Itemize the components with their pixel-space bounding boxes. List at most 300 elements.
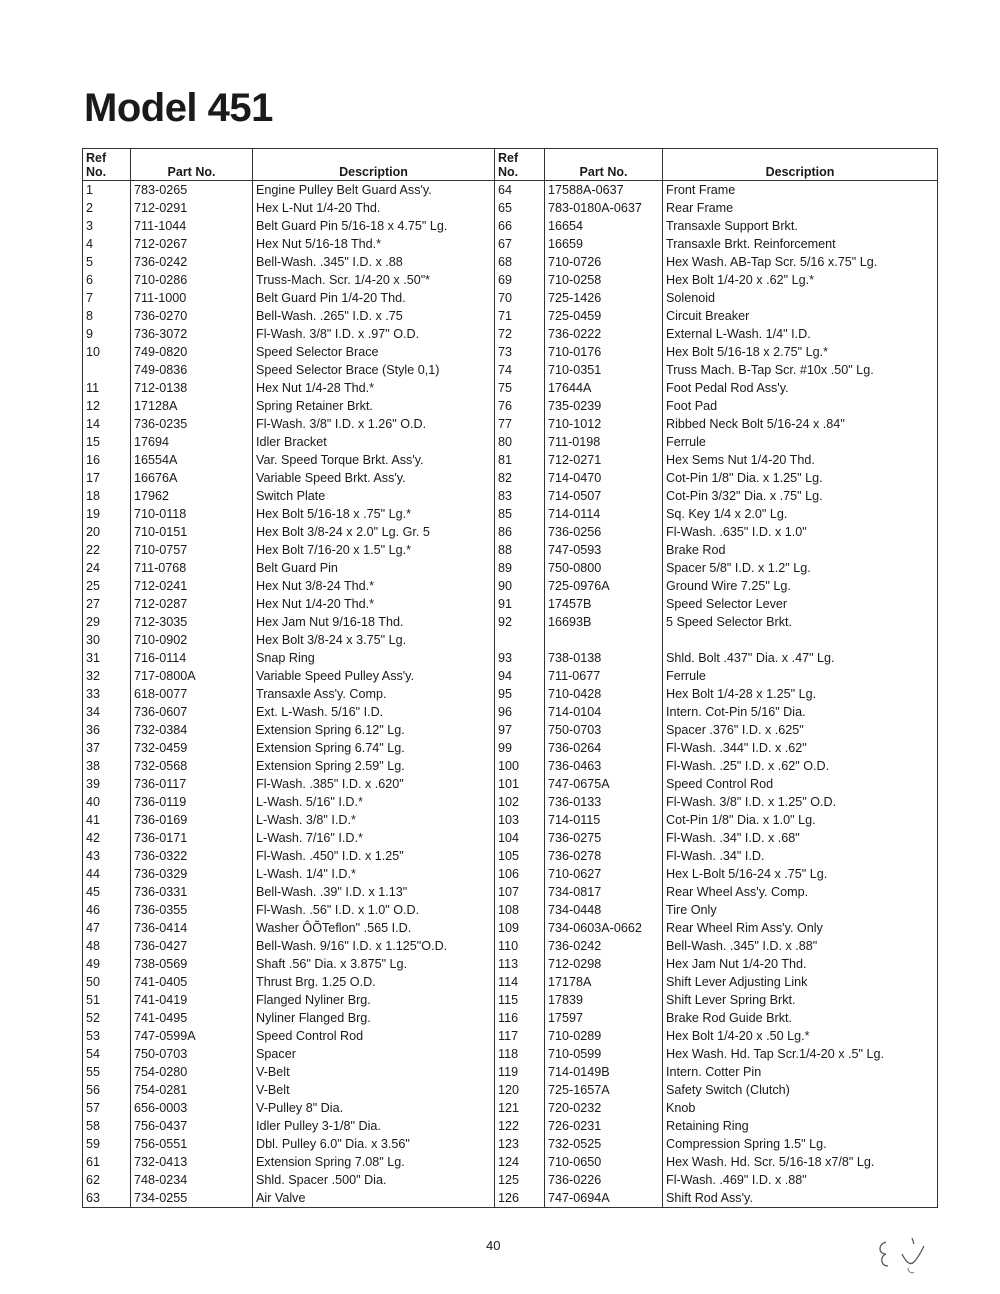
description-cell: L-Wash. 7/16" I.D.* [253,829,495,847]
part-no-cell [545,631,663,649]
description-cell: Fl-Wash. .385" I.D. x .620" [253,775,495,793]
ref-no-cell: 93 [495,649,545,667]
ref-no-cell: 74 [495,361,545,379]
part-no-cell: 711-0768 [131,559,253,577]
part-no-cell: 750-0703 [545,721,663,739]
part-no-cell: 712-0298 [545,955,663,973]
ref-no-cell: 1 [83,181,131,200]
part-no-cell: 712-0287 [131,595,253,613]
description-cell: Fl-Wash. 3/8" I.D. x 1.26" O.D. [253,415,495,433]
description-cell: Hex Wash. Hd. Scr. 5/16-18 x7/8" Lg. [663,1153,938,1171]
description-cell: Fl-Wash. .450" I.D. x 1.25" [253,847,495,865]
description-cell: Knob [663,1099,938,1117]
table-row [83,595,938,613]
part-no-cell: 732-0568 [131,757,253,775]
part-no-cell: 725-1657A [545,1081,663,1099]
part-no-cell: 717-0800A [131,667,253,685]
ref-no-cell: 8 [83,307,131,325]
part-no-cell: 710-0902 [131,631,253,649]
ref-no-cell [495,631,545,649]
description-cell: Sq. Key 1/4 x 2.0" Lg. [663,505,938,523]
ref-no-cell: 103 [495,811,545,829]
header-description-left: Description [253,149,495,181]
ref-no-cell: 57 [83,1099,131,1117]
description-cell: V-Belt [253,1063,495,1081]
ref-no-cell: 118 [495,1045,545,1063]
part-no-cell: 732-0525 [545,1135,663,1153]
description-cell: Circuit Breaker [663,307,938,325]
description-cell: Speed Selector Lever [663,595,938,613]
description-cell: Var. Speed Torque Brkt. Ass'y. [253,451,495,469]
description-cell: Shld. Bolt .437" Dia. x .47" Lg. [663,649,938,667]
part-no-cell: 712-0291 [131,199,253,217]
part-no-cell: 738-0138 [545,649,663,667]
part-no-cell: 710-1012 [545,415,663,433]
description-cell: Idler Bracket [253,433,495,451]
table-row [83,649,938,667]
part-no-cell: 736-0607 [131,703,253,721]
description-cell: Foot Pad [663,397,938,415]
part-no-cell: 734-0255 [131,1189,253,1208]
table-row [83,577,938,595]
part-no-cell: 710-0151 [131,523,253,541]
part-no-cell: 720-0232 [545,1099,663,1117]
part-no-cell: 17588A-0637 [545,181,663,200]
description-cell: Thrust Brg. 1.25 O.D. [253,973,495,991]
ref-no-cell: 81 [495,451,545,469]
table-row [83,235,938,253]
ref-no-cell: 82 [495,469,545,487]
part-no-cell: 736-0171 [131,829,253,847]
table-row [83,307,938,325]
description-cell: Shld. Spacer .500" Dia. [253,1171,495,1189]
ref-no-cell: 66 [495,217,545,235]
ref-no-cell: 86 [495,523,545,541]
ref-no-cell: 100 [495,757,545,775]
table-row [83,847,938,865]
part-no-cell: 712-0271 [545,451,663,469]
ref-no-cell: 4 [83,235,131,253]
part-no-cell: 736-0463 [545,757,663,775]
description-cell: Shift Lever Adjusting Link [663,973,938,991]
ref-no-cell: 95 [495,685,545,703]
ref-no-cell: 92 [495,613,545,631]
ref-no-cell: 40 [83,793,131,811]
table-row [83,397,938,415]
part-no-cell: 754-0280 [131,1063,253,1081]
table-row [83,919,938,937]
description-cell: Fl-Wash. .25" I.D. x .62" O.D. [663,757,938,775]
description-cell: L-Wash. 1/4" I.D.* [253,865,495,883]
part-no-cell: 725-0459 [545,307,663,325]
table-row [83,667,938,685]
part-no-cell: 749-0836 [131,361,253,379]
ref-no-cell [83,361,131,379]
part-no-cell: 16659 [545,235,663,253]
part-no-cell: 726-0231 [545,1117,663,1135]
table-row [83,361,938,379]
table-row [83,973,938,991]
description-cell: Idler Pulley 3-1/8" Dia. [253,1117,495,1135]
header-description-right: Description [663,149,938,181]
ref-no-cell: 3 [83,217,131,235]
ref-no-cell: 106 [495,865,545,883]
part-no-cell: 749-0820 [131,343,253,361]
description-cell: Ext. L-Wash. 5/16" I.D. [253,703,495,721]
description-cell: Shift Lever Spring Brkt. [663,991,938,1009]
description-cell: Variable Speed Pulley Ass'y. [253,667,495,685]
ref-no-cell: 110 [495,937,545,955]
description-cell: Hex Bolt 1/4-20 x .62" Lg.* [663,271,938,289]
ref-no-cell: 88 [495,541,545,559]
description-cell: Speed Selector Brace (Style 0,1) [253,361,495,379]
ref-no-cell: 52 [83,1009,131,1027]
description-cell: Hex Bolt 3/8-24 x 3.75" Lg. [253,631,495,649]
part-no-cell: 17128A [131,397,253,415]
ref-no-cell: 89 [495,559,545,577]
description-cell: Ferrule [663,433,938,451]
ref-no-cell: 18 [83,487,131,505]
part-no-cell: 741-0405 [131,973,253,991]
ref-no-cell: 53 [83,1027,131,1045]
handwritten-initials-mark [872,1232,936,1276]
description-cell: Snap Ring [253,649,495,667]
description-cell: Truss Mach. B-Tap Scr. #10x .50" Lg. [663,361,938,379]
description-cell: Hex Sems Nut 1/4-20 Thd. [663,451,938,469]
ref-no-cell: 42 [83,829,131,847]
part-no-cell: 736-0226 [545,1171,663,1189]
ref-no-cell: 96 [495,703,545,721]
ref-no-cell: 29 [83,613,131,631]
part-no-cell: 710-0650 [545,1153,663,1171]
ref-no-cell: 124 [495,1153,545,1171]
ref-no-cell: 115 [495,991,545,1009]
part-no-cell: 714-0149B [545,1063,663,1081]
ref-no-cell: 24 [83,559,131,577]
table-row [83,487,938,505]
part-no-cell: 711-0677 [545,667,663,685]
table-row [83,865,938,883]
description-cell: V-Belt [253,1081,495,1099]
part-no-cell: 736-0235 [131,415,253,433]
description-cell: Extension Spring 2.59" Lg. [253,757,495,775]
part-no-cell: 618-0077 [131,685,253,703]
description-cell: Fl-Wash. .469" I.D. x .88" [663,1171,938,1189]
table-row [83,685,938,703]
ref-no-cell: 55 [83,1063,131,1081]
ref-no-cell: 27 [83,595,131,613]
part-no-cell: 736-0117 [131,775,253,793]
description-cell: Belt Guard Pin 5/16-18 x 4.75" Lg. [253,217,495,235]
ref-no-cell: 70 [495,289,545,307]
ref-no-cell: 44 [83,865,131,883]
description-cell: Transaxle Brkt. Reinforcement [663,235,938,253]
part-no-cell: 747-0694A [545,1189,663,1208]
header-ref-no-right [495,149,545,181]
ref-no-cell: 125 [495,1171,545,1189]
part-no-cell: 16693B [545,613,663,631]
parts-table [82,148,938,1208]
table-row [83,379,938,397]
ref-no-cell: 119 [495,1063,545,1081]
part-no-cell: 711-0198 [545,433,663,451]
description-cell: Bell-Wash. 9/16" I.D. x 1.125"O.D. [253,937,495,955]
header-part-no-left: Part No. [131,149,253,181]
table-row [83,901,938,919]
table-row [83,991,938,1009]
ref-no-cell: 61 [83,1153,131,1171]
ref-no-cell: 105 [495,847,545,865]
part-no-cell: 736-0322 [131,847,253,865]
part-no-cell: 17839 [545,991,663,1009]
part-no-cell: 710-0258 [545,271,663,289]
table-header-row [83,149,938,181]
ref-no-cell: 2 [83,199,131,217]
ref-no-cell: 73 [495,343,545,361]
part-no-cell: 714-0114 [545,505,663,523]
description-cell: Bell-Wash. .265" I.D. x .75 [253,307,495,325]
table-row [83,271,938,289]
table-row [83,937,938,955]
description-cell: Rear Wheel Ass'y. Comp. [663,883,938,901]
description-cell: Speed Control Rod [663,775,938,793]
part-no-cell: 732-0384 [131,721,253,739]
part-no-cell: 732-0413 [131,1153,253,1171]
ref-no-cell: 71 [495,307,545,325]
description-cell: V-Pulley 8" Dia. [253,1099,495,1117]
table-row [83,1081,938,1099]
part-no-cell: 712-3035 [131,613,253,631]
ref-no-cell: 54 [83,1045,131,1063]
description-cell: Speed Selector Brace [253,343,495,361]
part-no-cell: 711-1000 [131,289,253,307]
table-row [83,217,938,235]
ref-no-cell: 16 [83,451,131,469]
table-row [83,1099,938,1117]
description-cell: Spacer .376" I.D. x .625" [663,721,938,739]
ref-no-cell: 114 [495,973,545,991]
description-cell: Truss-Mach. Scr. 1/4-20 x .50"* [253,271,495,289]
table-row [83,1027,938,1045]
ref-no-cell: 102 [495,793,545,811]
description-cell: Speed Control Rod [253,1027,495,1045]
description-cell: Cot-Pin 1/8" Dia. x 1.0" Lg. [663,811,938,829]
ref-no-cell: 22 [83,541,131,559]
header-ref-no-left [83,149,131,181]
ref-no-cell: 34 [83,703,131,721]
ref-no-cell: 97 [495,721,545,739]
ref-no-cell: 99 [495,739,545,757]
description-cell [663,631,938,649]
part-no-cell: 734-0817 [545,883,663,901]
part-no-cell: 710-0726 [545,253,663,271]
description-cell: Fl-Wash. 3/8" I.D. x .97" O.D. [253,325,495,343]
ref-no-cell: 83 [495,487,545,505]
part-no-cell: 734-0448 [545,901,663,919]
ref-no-cell: 49 [83,955,131,973]
part-no-cell: 17644A [545,379,663,397]
part-no-cell: 738-0569 [131,955,253,973]
ref-no-cell: 25 [83,577,131,595]
ref-no-cell: 47 [83,919,131,937]
part-no-cell: 736-3072 [131,325,253,343]
description-cell: Extension Spring 6.12" Lg. [253,721,495,739]
part-no-cell: 656-0003 [131,1099,253,1117]
part-no-cell: 712-0267 [131,235,253,253]
description-cell: Ferrule [663,667,938,685]
ref-no-cell: 50 [83,973,131,991]
part-no-cell: 17962 [131,487,253,505]
description-cell: Hex L-Nut 1/4-20 Thd. [253,199,495,217]
description-cell: Safety Switch (Clutch) [663,1081,938,1099]
part-no-cell: 735-0239 [545,397,663,415]
part-no-cell: 736-0169 [131,811,253,829]
description-cell: Fl-Wash. .34" I.D. [663,847,938,865]
ref-no-cell: 36 [83,721,131,739]
description-cell: Ground Wire 7.25" Lg. [663,577,938,595]
table-row [83,1045,938,1063]
ref-no-cell: 59 [83,1135,131,1153]
part-no-cell: 17178A [545,973,663,991]
ref-no-cell: 46 [83,901,131,919]
part-no-cell: 736-0222 [545,325,663,343]
ref-no-cell: 39 [83,775,131,793]
description-cell: Front Frame [663,181,938,200]
part-no-cell: 756-0437 [131,1117,253,1135]
part-no-cell: 710-0757 [131,541,253,559]
part-no-cell: 736-0331 [131,883,253,901]
table-row [83,505,938,523]
description-cell: Tire Only [663,901,938,919]
part-no-cell: 741-0419 [131,991,253,1009]
table-row [83,757,938,775]
ref-no-cell: 30 [83,631,131,649]
header-ref-label: Ref No. [86,151,107,179]
description-cell: Bell-Wash. .345" I.D. x .88 [253,253,495,271]
ref-no-cell: 65 [495,199,545,217]
table-row [83,775,938,793]
description-cell: Rear Frame [663,199,938,217]
part-no-cell: 714-0104 [545,703,663,721]
part-no-cell: 736-0270 [131,307,253,325]
part-no-cell: 710-0351 [545,361,663,379]
part-no-cell: 716-0114 [131,649,253,667]
ref-no-cell: 116 [495,1009,545,1027]
part-no-cell: 754-0281 [131,1081,253,1099]
part-no-cell: 747-0599A [131,1027,253,1045]
description-cell: Nyliner Flanged Brg. [253,1009,495,1027]
table-row [83,739,938,757]
description-cell: Hex Wash. AB-Tap Scr. 5/16 x.75" Lg. [663,253,938,271]
ref-no-cell: 113 [495,955,545,973]
part-no-cell: 714-0470 [545,469,663,487]
part-no-cell: 741-0495 [131,1009,253,1027]
description-cell: Hex Bolt 1/4-28 x 1.25" Lg. [663,685,938,703]
table-row [83,1117,938,1135]
part-no-cell: 16654 [545,217,663,235]
ref-no-cell: 7 [83,289,131,307]
description-cell: Bell-Wash. .345" I.D. x .88" [663,937,938,955]
part-no-cell: 750-0703 [131,1045,253,1063]
ref-no-cell: 45 [83,883,131,901]
description-cell: Foot Pedal Rod Ass'y. [663,379,938,397]
description-cell: Solenoid [663,289,938,307]
description-cell: External L-Wash. 1/4" I.D. [663,325,938,343]
ref-no-cell: 64 [495,181,545,200]
ref-no-cell: 122 [495,1117,545,1135]
description-cell: Switch Plate [253,487,495,505]
table-row [83,811,938,829]
description-cell: Hex Bolt 5/16-18 x .75" Lg.* [253,505,495,523]
ref-no-cell: 76 [495,397,545,415]
description-cell: Fl-Wash. .56" I.D. x 1.0" O.D. [253,901,495,919]
description-cell: Variable Speed Brkt. Ass'y. [253,469,495,487]
description-cell: Hex L-Bolt 5/16-24 x .75" Lg. [663,865,938,883]
description-cell: Retaining Ring [663,1117,938,1135]
part-no-cell: 736-0275 [545,829,663,847]
description-cell: Shift Rod Ass'y. [663,1189,938,1208]
description-cell: Hex Bolt 1/4-20 x .50 Lg.* [663,1027,938,1045]
description-cell: Fl-Wash. .635" I.D. x 1.0" [663,523,938,541]
description-cell: Spacer 5/8" I.D. x 1.2" Lg. [663,559,938,577]
part-no-cell: 710-0599 [545,1045,663,1063]
description-cell: Air Valve [253,1189,495,1208]
ref-no-cell: 90 [495,577,545,595]
part-no-cell: 710-0118 [131,505,253,523]
table-row [83,793,938,811]
table-row [83,829,938,847]
description-cell: Brake Rod Guide Brkt. [663,1009,938,1027]
ref-no-cell: 19 [83,505,131,523]
table-row [83,181,938,200]
description-cell: Washer ÔÕTeflon" .565 I.D. [253,919,495,937]
part-no-cell: 711-1044 [131,217,253,235]
description-cell: Cot-Pin 1/8" Dia. x 1.25" Lg. [663,469,938,487]
table-row [83,541,938,559]
table-row [83,1189,938,1208]
ref-no-cell: 121 [495,1099,545,1117]
ref-no-cell: 9 [83,325,131,343]
description-cell: Rear Wheel Rim Ass'y. Only [663,919,938,937]
ref-no-cell: 104 [495,829,545,847]
ref-no-cell: 67 [495,235,545,253]
part-no-cell: 748-0234 [131,1171,253,1189]
ref-no-cell: 123 [495,1135,545,1153]
description-cell: Shaft .56" Dia. x 3.875" Lg. [253,955,495,973]
table-row [83,289,938,307]
description-cell: Compression Spring 1.5" Lg. [663,1135,938,1153]
description-cell: Spacer [253,1045,495,1063]
ref-no-cell: 37 [83,739,131,757]
table-row [83,1009,938,1027]
ref-no-cell: 75 [495,379,545,397]
ref-no-cell: 43 [83,847,131,865]
part-no-cell: 710-0289 [545,1027,663,1045]
description-cell: Fl-Wash. .34" I.D. x .68" [663,829,938,847]
part-no-cell: 17457B [545,595,663,613]
table-row [83,721,938,739]
part-no-cell: 736-0242 [131,253,253,271]
table-row [83,613,938,631]
ref-no-cell: 41 [83,811,131,829]
table-row [83,631,938,649]
ref-no-cell: 120 [495,1081,545,1099]
table-row [83,415,938,433]
parts-table-body [83,181,938,1208]
part-no-cell: 736-0414 [131,919,253,937]
description-cell: Intern. Cotter Pin [663,1063,938,1081]
description-cell: L-Wash. 5/16" I.D.* [253,793,495,811]
